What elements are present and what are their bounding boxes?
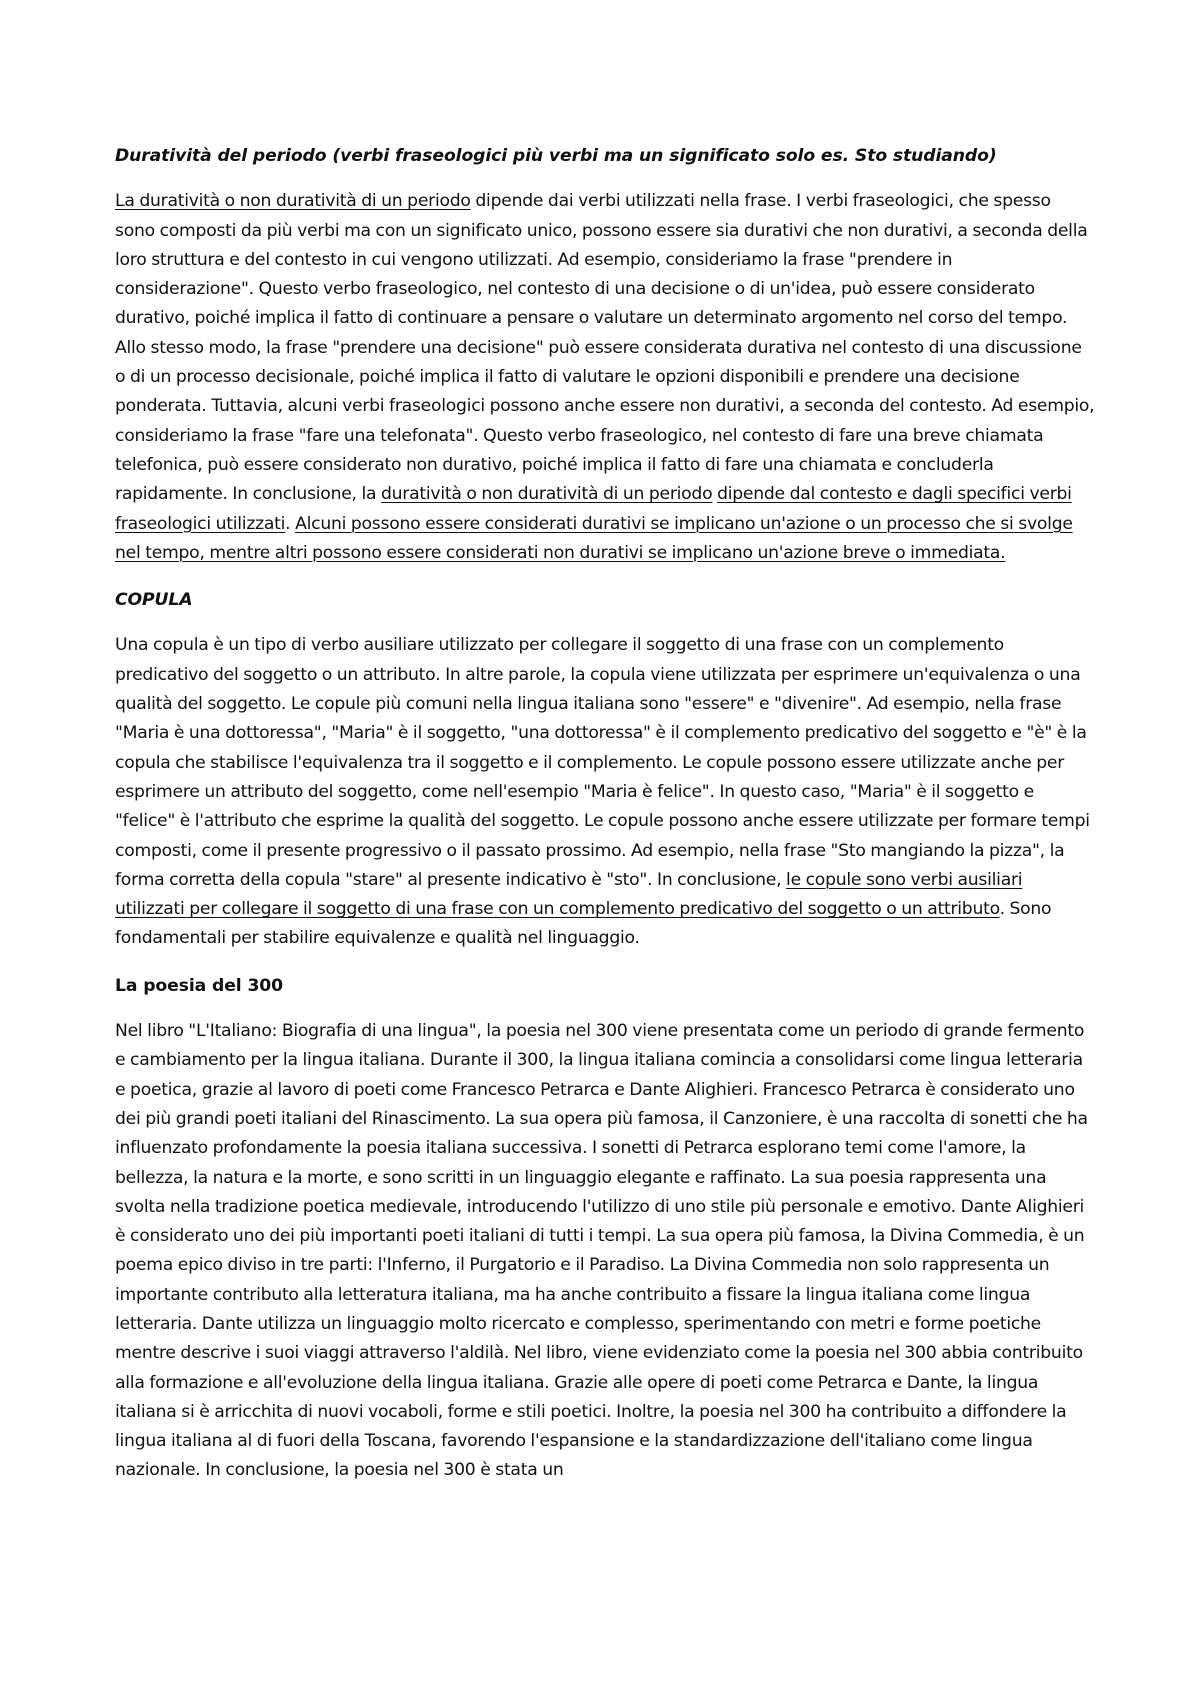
section-title-copula: COPULA [115,590,193,611]
underlined-text: Alcuni possono essere considerati durativi se implicano un'azione o un processo che si svolge nel tempo, mentre altri possono essere considerati non durativi se implicano un'azione breve o immediata. [115,513,1073,563]
paragraph-copula [115,631,1095,953]
body-text: . [285,513,296,534]
underlined-text: dipende dal contesto e dagli specifici verbi fraseologici utilizzati [115,484,1072,534]
body-text: Una copula è un tipo di verbo ausiliare utilizzato per collegare il soggetto di una frase con un complemento predicativo del soggetto o un attributo. In altre parole, la copula viene utilizzata per esprimere un'equivalenza o una qualità del soggetto. Le copule più comuni nella lingua italiana sono "essere" e "divenire". Ad esempio, nella frase "Maria è una dottoressa", "Maria" è il soggetto, "una dottoressa" è il complemento predicativo del soggetto e "è" è la copula che stabilisce l'equivalenza tra il soggetto e il complemento. Le copule possono essere utilizzate anche per esprimere un attributo del soggetto, come nell'esempio "Maria è felice". In questo caso, "Maria" è il soggetto e "felice" è l'attributo che esprime la qualità del soggetto. Le copule possono anche essere utilizzate per formare tempi composti, come il presente progressivo o il passato prossimo. Ad esempio, nella frase "Sto mangiando la pizza", la forma corretta della copula "stare" al presente indicativo è "sto". In conclusione, [115,635,1090,890]
paragraph-durativita [115,187,1095,568]
body-text: Nel libro "L'Italiano: Biografia di una lingua", la poesia nel 300 viene presentata come un periodo di grande fermento e cambiamento per la lingua italiana. Durante il 300, la lingua italiana comincia a consolidarsi come lingua letteraria e poetica, grazie al lavoro di poeti come Francesco Petrarca e Dante Alighieri. Francesco Petrarca è considerato uno dei più grandi poeti italiani del Rinascimento. La sua opera più famosa, il Canzoniere, è una raccolta di sonetti che ha influenzato profondamente la poesia italiana successiva. I sonetti di Petrarca esplorano temi come l'amore, la bellezza, la natura e la morte, e sono scritti in un linguaggio elegante e raffinato. La sua poesia rappresenta una svolta nella tradizione poetica medievale, introducendo l'utilizzo di uno stile più personale e emotivo. Dante Alighieri è considerato uno dei più importanti poeti italiani di tutti i tempi. La sua opera più famosa, la Divina Commedia, è un poema epico diviso in tre parti: l'Inferno, il Purgatorio e il Paradiso. La Divina Commedia non solo rappresenta un importante contributo alla letteratura italiana, ma ha anche contribuito a fissare la lingua italiana come lingua letteraria. Dante utilizza un linguaggio molto ricercato e complesso, sperimentando con metri e forme poetiche mentre descrive i suoi viaggi attraverso l'aldilà. Nel libro, viene evidenziato come la poesia nel 300 abbia contribuito alla formazione e all'evoluzione della lingua italiana. Grazie alle opere di poeti come Petrarca e Dante, la lingua italiana si è arricchita di nuovi vocaboli, forme e stili poetici. Inoltre, la poesia nel 300 ha contribuito a diffondere la lingua italiana al di fuori della Toscana, favorendo l'espansione e la standardizzazione dell'italiano come lingua nazionale. In conclusione, la poesia nel 300 è stata un [115,1021,1088,1481]
underlined-text: duratività o non duratività di un periodo [381,484,713,505]
document-page [115,142,1095,1504]
underlined-text: le copule sono verbi ausiliari utilizzati per collegare il soggetto di una frase con un complemento predicativo del soggetto o un attributo [115,869,1023,920]
paragraph-poesia [115,1017,1095,1486]
section-title-poesia: La poesia del 300 [115,975,284,996]
section-title-durativita: Duratività del periodo (verbi fraseologici più verbi ma un significato solo es. Sto studiando) [115,146,997,166]
underlined-text: La duratività o non duratività di un periodo [115,191,471,212]
body-text: . Sono fondamentali per stabilire equivalenze e qualità nel linguaggio. [115,899,1052,949]
body-text: dipende dai verbi utilizzati nella frase. I verbi fraseologici, che spesso sono composti da più verbi ma con un significato unico, possono essere sia durativi che non durativi, a seconda della loro struttura e del contesto in cui vengono utilizzati. Ad esempio, consideriamo la frase "prendere in considerazione". Questo verbo fraseologico, nel contesto di una decisione o di un'idea, può essere considerato durativo, poiché implica il fatto di continuare a pensare o valutare un determinato argomento nel corso del tempo. Allo stesso modo, la frase "prendere una decisione" può essere considerata durativa nel contesto di una discussione o di un processo decisionale, poiché implica il fatto di valutare le opzioni disponibili e prendere una decisione ponderata. Tuttavia, alcuni verbi fraseologici possono anche essere non durativi, a seconda del contesto. Ad esempio, consideriamo la frase "fare una telefonata". Questo verbo fraseologico, nel contesto di fare una breve chiamata telefonica, può essere considerato non durativo, poiché implica il fatto di fare una chiamata e concluderla rapidamente. In conclusione, la [115,191,1095,505]
